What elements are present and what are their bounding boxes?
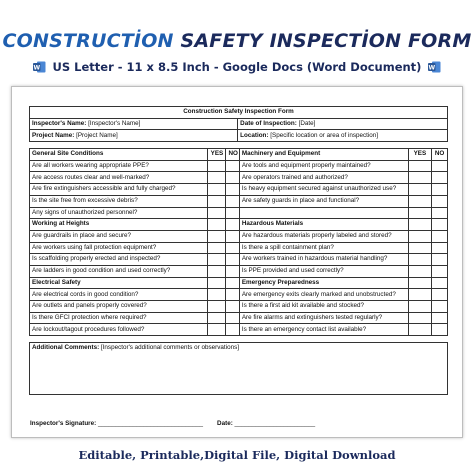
project-name-value: [Project Name]: [76, 131, 118, 139]
no-column-header: NO: [432, 149, 448, 161]
checklist-question: Is there a spill containment plan?: [239, 242, 408, 254]
no-checkbox-cell[interactable]: [432, 265, 448, 277]
comments-label: Additional Comments:: [32, 344, 100, 352]
checklist-row: [30, 160, 448, 172]
word-document-icon: [33, 61, 46, 73]
checklist-question: Is scaffolding properly erected and inspected?: [30, 254, 208, 266]
inspector-name-value: [Inspector's Name]: [88, 119, 141, 127]
checklist-question: Are workers trained in hazardous material handling?: [239, 254, 408, 266]
signature-blank[interactable]: ______________________________: [97, 420, 204, 427]
yes-checkbox-cell[interactable]: [208, 312, 226, 324]
yes-checkbox-cell[interactable]: [208, 184, 226, 196]
yes-checkbox-cell[interactable]: [408, 172, 431, 184]
subtitle-text: US Letter - 11 x 8.5 Inch - Google Docs (Word Document): [52, 60, 422, 74]
checklist-question: Are emergency exits clearly marked and unobstructed?: [239, 289, 408, 301]
yes-checkbox-cell[interactable]: [208, 160, 226, 172]
form-title: Construction Safety Inspection Form: [30, 107, 448, 119]
footer-caption: Editable, Printable,Digital File, Digital Download: [78, 448, 396, 462]
no-checkbox-cell[interactable]: [226, 324, 239, 336]
checklist-question: Are workers using fall protection equipment?: [30, 242, 208, 254]
word-document-icon: [428, 61, 441, 73]
no-checkbox-cell[interactable]: [226, 312, 239, 324]
no-checkbox-cell[interactable]: [226, 265, 239, 277]
checklist-row: [30, 242, 448, 254]
yes-checkbox-cell[interactable]: [208, 254, 226, 266]
no-checkbox-cell[interactable]: [432, 324, 448, 336]
yes-checkbox-cell[interactable]: [208, 172, 226, 184]
yes-checkbox-cell[interactable]: [208, 195, 226, 207]
yes-checkbox-cell[interactable]: [208, 289, 226, 301]
section-header: Machinery and Equipment: [239, 149, 408, 161]
signature-line: [30, 420, 315, 427]
checklist-row: [30, 149, 448, 161]
yes-checkbox-cell[interactable]: [408, 160, 431, 172]
inspection-date-field[interactable]: [238, 118, 448, 130]
no-checkbox-cell[interactable]: [226, 230, 239, 242]
comments-field[interactable]: [30, 343, 448, 395]
yes-column-header: [208, 277, 226, 289]
checklist-row: [30, 230, 448, 242]
inspection-date-value: [Date]: [298, 119, 316, 127]
inspector-name-label: Inspector's Name:: [32, 119, 87, 127]
yes-column-header: YES: [408, 149, 431, 161]
no-checkbox-cell[interactable]: [432, 242, 448, 254]
checklist-row: [30, 172, 448, 184]
svg-text:W: W: [428, 64, 436, 72]
checklist-question: Are operators trained and authorized?: [239, 172, 408, 184]
yes-checkbox-cell[interactable]: [408, 289, 431, 301]
banner-title-main: SAFETY INSPECTİON FORM: [180, 30, 472, 52]
no-checkbox-cell[interactable]: [432, 184, 448, 196]
form-header-table: [29, 106, 448, 142]
yes-checkbox-cell[interactable]: [208, 230, 226, 242]
yes-checkbox-cell[interactable]: [408, 207, 431, 219]
no-checkbox-cell[interactable]: [432, 301, 448, 313]
project-name-label: Project Name:: [32, 131, 75, 139]
form-sheet: [11, 86, 463, 438]
checklist-question: Is there a first aid kit available and stocked?: [239, 301, 408, 313]
comments-table: [29, 342, 448, 395]
yes-checkbox-cell[interactable]: [408, 230, 431, 242]
no-checkbox-cell[interactable]: [226, 242, 239, 254]
banner-subtitle: [0, 60, 474, 74]
inspector-name-field[interactable]: [30, 118, 238, 130]
checklist-question: Are tools and equipment properly maintained?: [239, 160, 408, 172]
no-checkbox-cell[interactable]: [226, 254, 239, 266]
checklist-question: Are outlets and panels properly covered?: [30, 301, 208, 313]
checklist-question: Is there GFCI protection where required?: [30, 312, 208, 324]
no-column-header: [432, 277, 448, 289]
checklist-question: Are guardrails in place and secure?: [30, 230, 208, 242]
no-column-header: [226, 219, 239, 231]
no-checkbox-cell[interactable]: [226, 172, 239, 184]
yes-column-header: [408, 277, 431, 289]
yes-checkbox-cell[interactable]: [408, 265, 431, 277]
yes-column-header: [208, 219, 226, 231]
no-checkbox-cell[interactable]: [432, 254, 448, 266]
no-checkbox-cell[interactable]: [432, 160, 448, 172]
checklist-question: Any signs of unauthorized personnel?: [30, 207, 208, 219]
yes-column-header: [408, 219, 431, 231]
checklist-question: Are all workers wearing appropriate PPE?: [30, 160, 208, 172]
signature-label: Inspector's Signature:: [30, 420, 97, 427]
project-name-field[interactable]: [30, 130, 238, 142]
yes-checkbox-cell[interactable]: [408, 324, 431, 336]
section-header: Emergency Preparedness: [239, 277, 408, 289]
location-label: Location:: [240, 131, 269, 139]
checklist-question: Are access routes clear and well-marked?: [30, 172, 208, 184]
checklist-question: Is the site free from excessive debris?: [30, 195, 208, 207]
checklist-row: [30, 312, 448, 324]
checklist-question: Are safety guards in place and functional?: [239, 195, 408, 207]
checklist-row: [30, 195, 448, 207]
no-column-header: [432, 219, 448, 231]
yes-checkbox-cell[interactable]: [408, 254, 431, 266]
checklist-row: [30, 184, 448, 196]
comments-value: [Inspector's additional comments or observations]: [100, 344, 239, 352]
inspection-form: [29, 106, 448, 395]
yes-checkbox-cell[interactable]: [408, 195, 431, 207]
checklist-question: Is there an emergency contact list available?: [239, 324, 408, 336]
checklist-question: Is PPE provided and used correctly?: [239, 265, 408, 277]
checklist-row: [30, 207, 448, 219]
yes-checkbox-cell[interactable]: [408, 312, 431, 324]
signature-date-label: Date:: [217, 420, 233, 427]
section-header: Working at Heights: [30, 219, 208, 231]
signature-date-blank[interactable]: _______________________: [234, 420, 316, 427]
svg-text:W: W: [32, 64, 40, 72]
no-checkbox-cell[interactable]: [226, 289, 239, 301]
checklist-row: [30, 254, 448, 266]
no-checkbox-cell[interactable]: [432, 195, 448, 207]
checklist-row: [30, 277, 448, 289]
no-column-header: [226, 277, 239, 289]
no-checkbox-cell[interactable]: [432, 172, 448, 184]
section-header: General Site Conditions: [30, 149, 208, 161]
checklist-question: Is heavy equipment secured against unauthorized use?: [239, 184, 408, 196]
checklist-question: Are fire alarms and extinguishers tested regularly?: [239, 312, 408, 324]
checklist-row: [30, 324, 448, 336]
checklist-question: Are electrical cords in good condition?: [30, 289, 208, 301]
yes-checkbox-cell[interactable]: [408, 184, 431, 196]
checklist-question: [239, 207, 408, 219]
yes-checkbox-cell[interactable]: [408, 301, 431, 313]
checklist-question: Are lockout/tagout procedures followed?: [30, 324, 208, 336]
checklist-row: [30, 301, 448, 313]
no-checkbox-cell[interactable]: [432, 230, 448, 242]
no-checkbox-cell[interactable]: [432, 289, 448, 301]
yes-checkbox-cell[interactable]: [208, 207, 226, 219]
location-field[interactable]: [238, 130, 448, 142]
checklist-row: [30, 265, 448, 277]
section-header: Hazardous Materials: [239, 219, 408, 231]
yes-checkbox-cell[interactable]: [208, 324, 226, 336]
yes-column-header: YES: [208, 149, 226, 161]
no-checkbox-cell[interactable]: [226, 301, 239, 313]
yes-checkbox-cell[interactable]: [208, 265, 226, 277]
no-column-header: NO: [226, 149, 239, 161]
no-checkbox-cell[interactable]: [226, 207, 239, 219]
inspection-date-label: Date of Inspection:: [240, 119, 297, 127]
checklist-row: [30, 219, 448, 231]
checklist-question: Are fire extinguishers accessible and fully charged?: [30, 184, 208, 196]
checklist-question: Are ladders in good condition and used correctly?: [30, 265, 208, 277]
checklist-question: Are hazardous materials properly labeled and stored?: [239, 230, 408, 242]
yes-checkbox-cell[interactable]: [208, 242, 226, 254]
no-checkbox-cell[interactable]: [226, 184, 239, 196]
banner-title-accent: CONSTRUCTİON: [2, 30, 174, 52]
yes-checkbox-cell[interactable]: [408, 242, 431, 254]
yes-checkbox-cell[interactable]: [208, 301, 226, 313]
location-value: [Specific location or area of inspection]: [270, 131, 379, 139]
no-checkbox-cell[interactable]: [432, 312, 448, 324]
banner-title: [0, 30, 474, 52]
no-checkbox-cell[interactable]: [226, 195, 239, 207]
no-checkbox-cell[interactable]: [226, 160, 239, 172]
no-checkbox-cell[interactable]: [432, 207, 448, 219]
checklist-table: [29, 148, 448, 336]
section-header: Electrical Safety: [30, 277, 208, 289]
checklist-row: [30, 289, 448, 301]
